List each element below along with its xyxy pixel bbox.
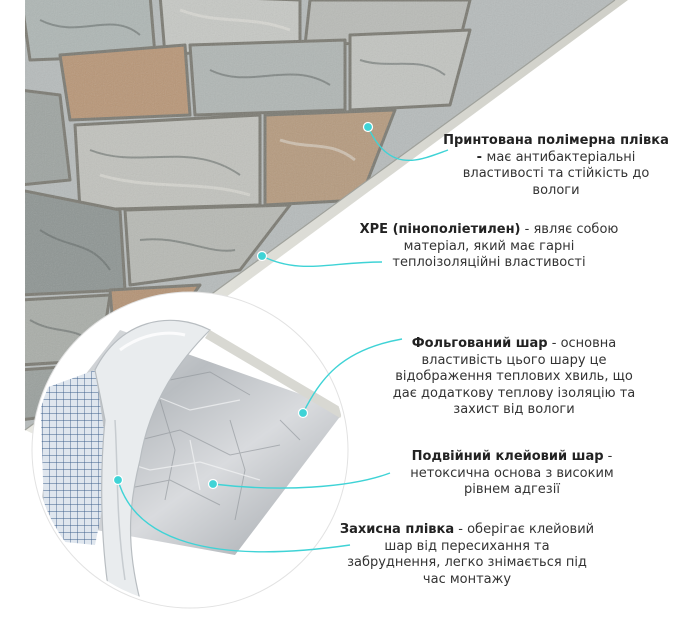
callout-xpe <box>358 222 620 272</box>
callout-printed-film <box>440 133 672 199</box>
marker-xpe <box>258 252 267 261</box>
callout-protective-film <box>336 522 598 588</box>
callout-xpe-title: XPE (пінополіетилен) <box>359 222 521 237</box>
marker-printed-film <box>364 123 373 132</box>
callout-protective-film-title: Захисна плівка <box>339 522 455 537</box>
callout-foil <box>383 336 645 419</box>
marker-protective <box>114 476 123 485</box>
callout-foil-title: Фольгований шар <box>411 336 548 351</box>
callout-adhesive-title: Подвійний клейовий шар <box>411 449 604 464</box>
callout-adhesive <box>387 449 637 499</box>
callout-adhesive-text: - нетоксична основа з високим рівнем адгезії <box>410 449 614 497</box>
callout-printed-film-text: має антибактеріальні властивості та стійкість до вологи <box>462 149 650 198</box>
callout-printed-film-title: Принтована полімерна плівка - <box>443 133 669 165</box>
marker-foil <box>299 409 308 418</box>
layers-zoom-circle <box>30 290 350 610</box>
callout-xpe-text: - являє собою матеріал, який має гарні теплоізоляційні властивості <box>392 222 619 270</box>
marker-adhesive <box>209 480 218 489</box>
callout-protective-film-text: - оберігає клейовий шар від пересихання та забруднення, легко знімається під час монтажу <box>347 522 595 587</box>
callout-foil-text: - основна властивість цього шару це відображення теплових хвиль, що дає додаткову теплову ізоляцію та захист від вологи <box>392 336 636 417</box>
